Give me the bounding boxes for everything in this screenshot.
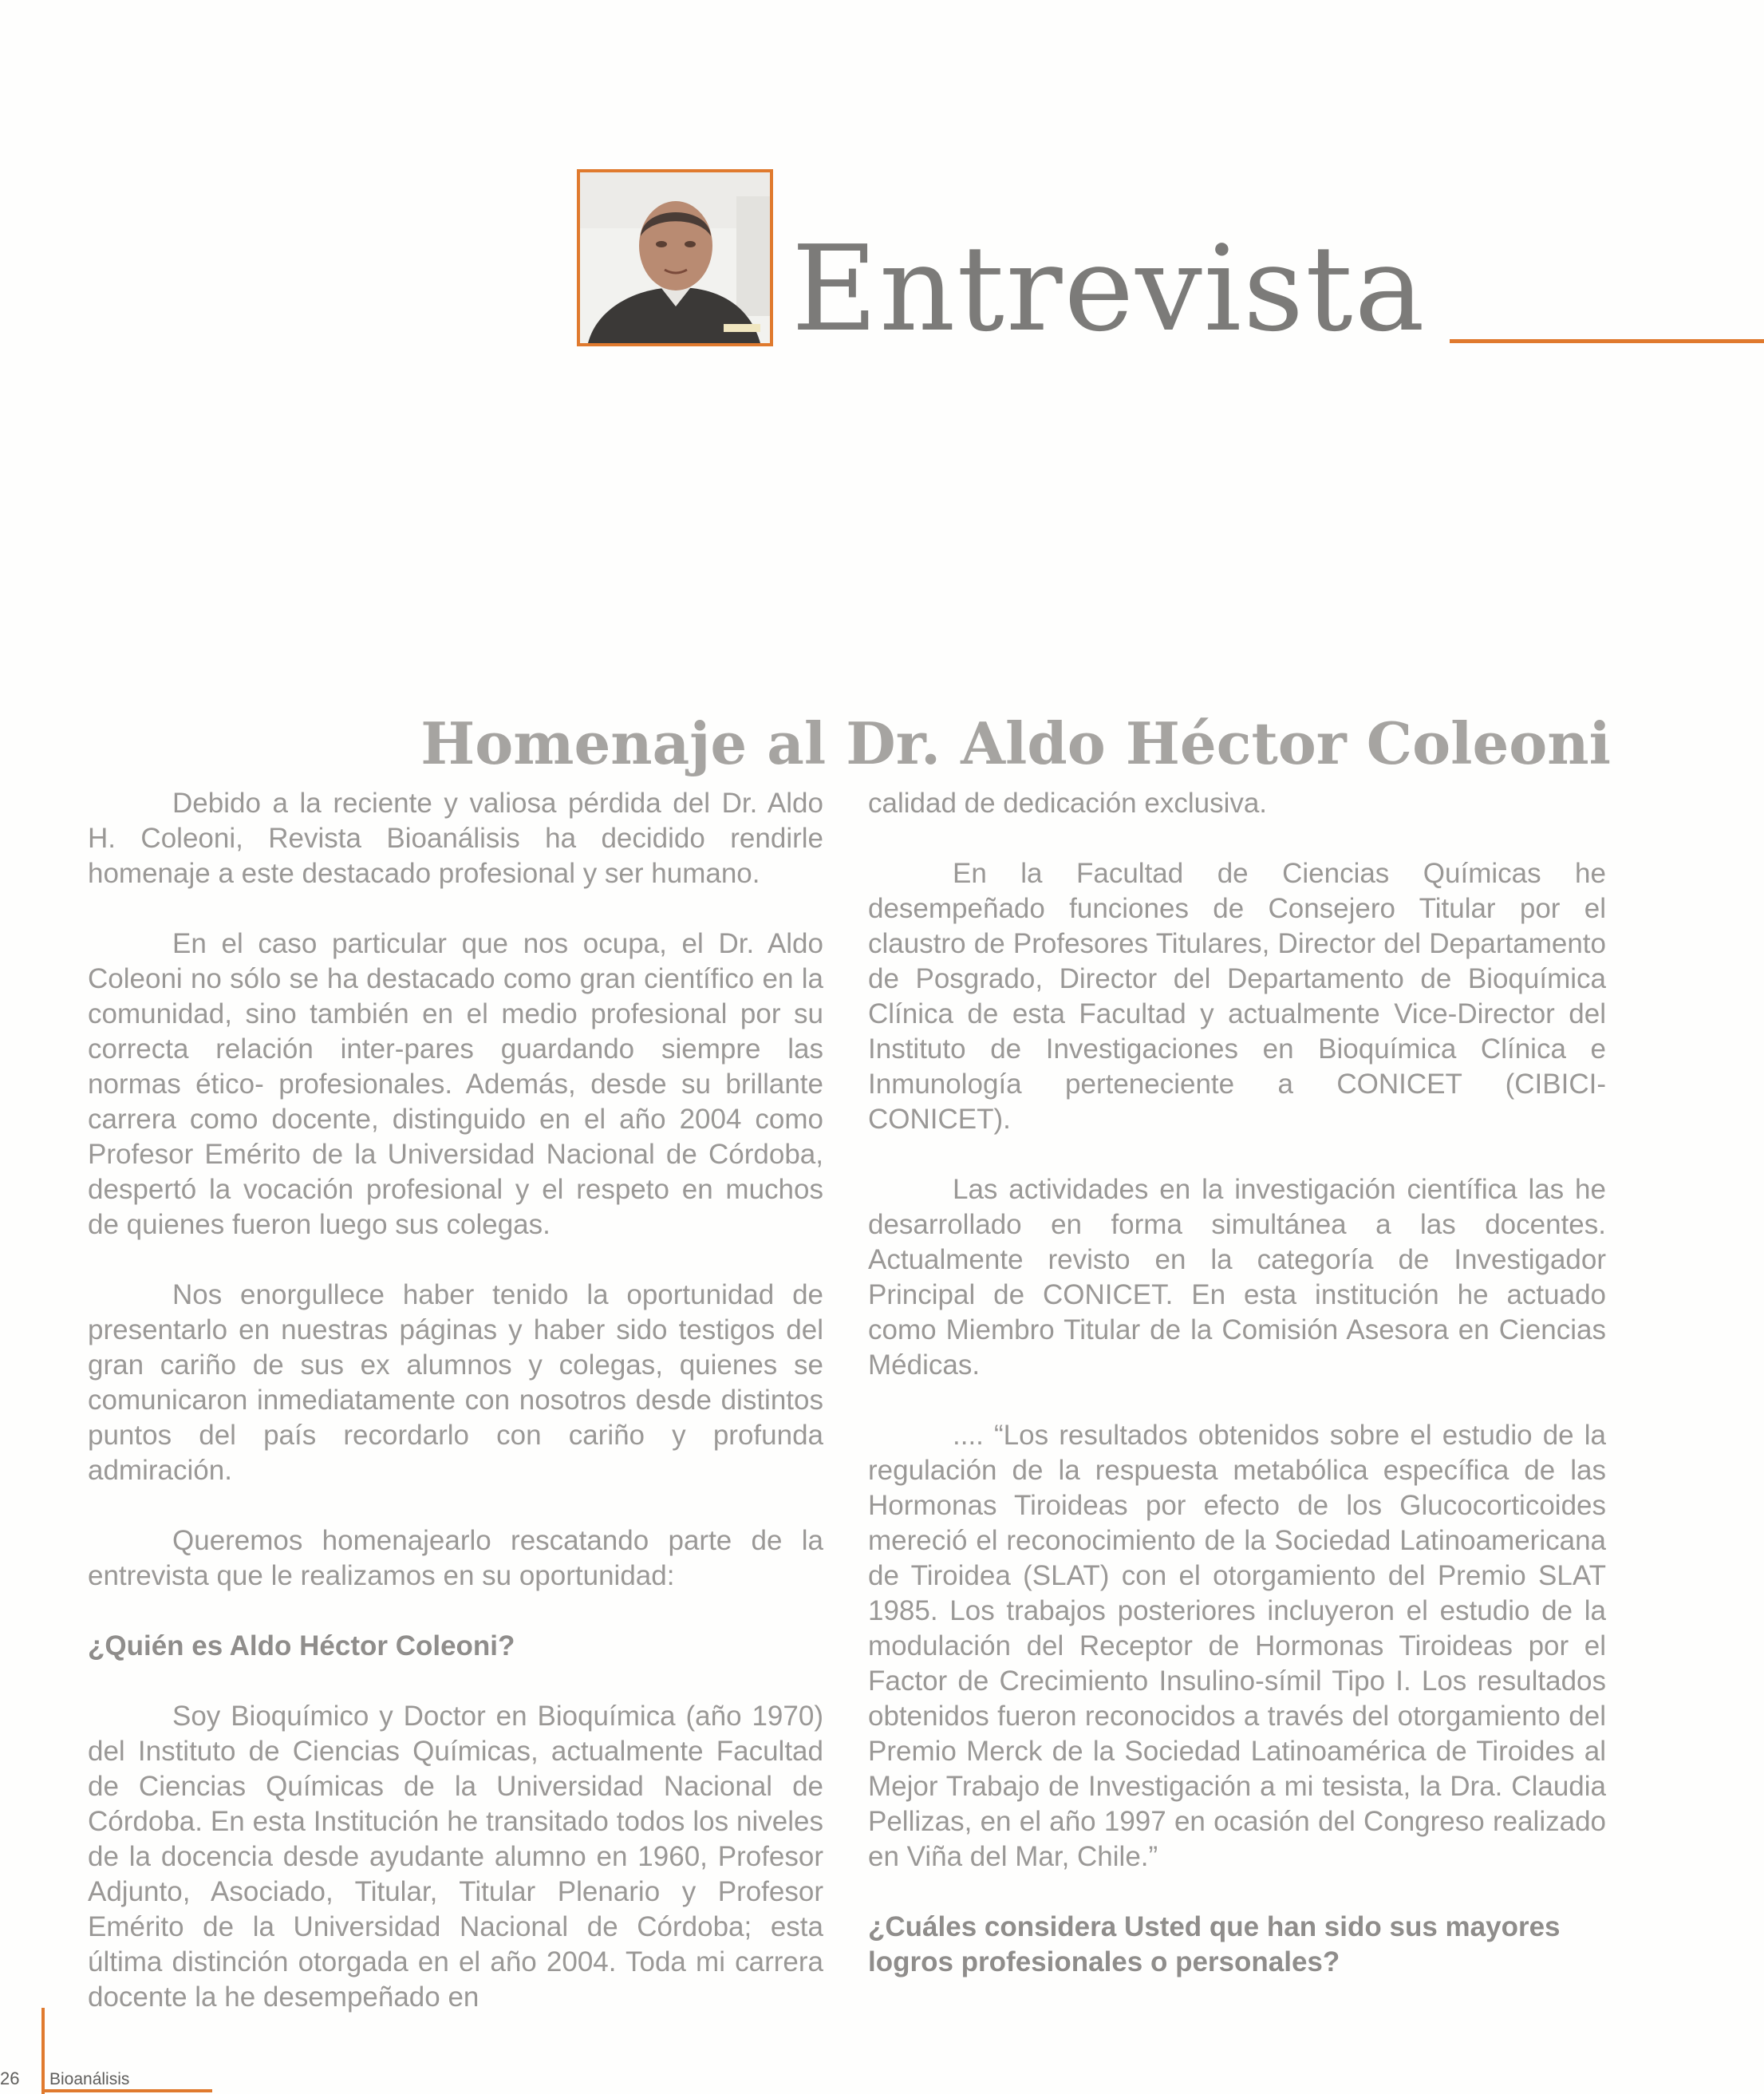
portrait-photo: [577, 169, 773, 346]
paragraph: En la Facultad de Ciencias Químicas he desempeñado funciones de Consejero Titular por el claustro de Profesores Titulares, Director del Departamento de Posgrado, Director del Departamento de Bioquímica Clínica de esta Facultad y actualmente Vice-Director del Instituto de Investigaciones en Bioquímica Clínica e Inmunología perteneciente a CONICET (CIBICI-CONICET).: [868, 858, 1606, 1135]
page-number: 26: [0, 2068, 20, 2088]
paragraph: .... “Los resultados obtenidos sobre el estudio de la regulación de la respuesta metabólica específica de las Hormonas Tiroideas por efecto de los Glucocorticoides mereció el reconocimiento de la Sociedad Latinoamericana de Tiroidea (SLAT) con el otorgamiento del Premio SLAT 1985. Los trabajos posteriores incluyeron el estudio de la modulación del Receptor de Hormonas Tiroideas por el Factor de Crecimiento Insulino-símil Tipo I. Los resultados obtenidos fueron reconocidos a través del otorgamiento del Premio Merck de la Sociedad Latinoamérica de Tiroides al Mejor Trabajo de Investigación a mi tesista, la Dra. Claudia Pellizas, en el año 1997 en ocasión del Congreso realizado en Viña del Mar, Chile.”: [868, 1420, 1606, 1872]
paragraph: Soy Bioquímico y Doctor en Bioquímica (año 1970) del Instituto de Ciencias Químicas, actualmente Facultad de Ciencias Químicas de la Universidad Nacional de Córdoba. En esta Institución he transitado todos los niveles de la docencia desde ayudante alumno en 1960, Profesor Adjunto, Asociado, Titular, Titular Plenario y Profesor Emérito de la Universidad Nacional de Córdoba; esta última distinción otorgada en el año 2004. Toda mi carrera docente la he desempeñado en: [88, 1701, 823, 2013]
footer-horizontal-rule: [41, 2089, 212, 2092]
interview-question: ¿Cuáles considera Usted que han sido sus mayores logros profesionales o personales?: [868, 1911, 1561, 1977]
paragraph: Queremos homenajearlo rescatando parte de la entrevista que le realizamos en su oportunidad:: [88, 1525, 823, 1591]
footer-vertical-rule: [41, 2008, 45, 2094]
title-underline: [1450, 339, 1764, 343]
paragraph: Las actividades en la investigación científica las he desarrollado en forma simultánea a las docentes. Actualmente revisto en la categoría de Investigador Principal de CONICET. En esta institución he actuado como Miembro Titular de la Comisión Asesora en Ciencias Médicas.: [868, 1174, 1606, 1381]
section-title: Entrevista: [791, 220, 1427, 358]
paragraph: Nos enorgullece haber tenido la oportunidad de presentarlo en nuestras páginas y haber sido testigos del gran cariño de sus ex alumnos y colegas, quienes se comunicaron inmediatamente con nosotros desde distintos puntos del país recordarlo con cariño y profunda admiración.: [88, 1279, 823, 1486]
portrait-image: [580, 172, 770, 343]
left-column: [88, 786, 823, 2050]
paragraph: En el caso particular que nos ocupa, el Dr. Aldo Coleoni no sólo se ha destacado como gran científico en la comunidad, sino también en el medio profesional por su correcta relación inter-pares guardando siempre las normas ético- profesionales. Además, desde su brillante carrera como docente, distinguido en el año 2004 como Profesor Emérito de la Universidad Nacional de Córdoba, despertó la vocación profesional y el respeto en muchos de quienes fueron luego sus colegas.: [88, 928, 823, 1240]
interview-question: ¿Quién es Aldo Héctor Coleoni?: [88, 1630, 515, 1661]
article-title: Homenaje al Dr. Aldo Héctor Coleoni: [420, 709, 1611, 778]
magazine-name: Bioanálisis: [49, 2070, 130, 2088]
right-column: [868, 786, 1606, 2015]
paragraph: calidad de dedicación exclusiva.: [868, 788, 1268, 819]
paragraph: Debido a la reciente y valiosa pérdida del Dr. Aldo H. Coleoni, Revista Bioanálisis ha decidido rendirle homenaje a este destacado profesional y ser humano.: [88, 788, 823, 889]
